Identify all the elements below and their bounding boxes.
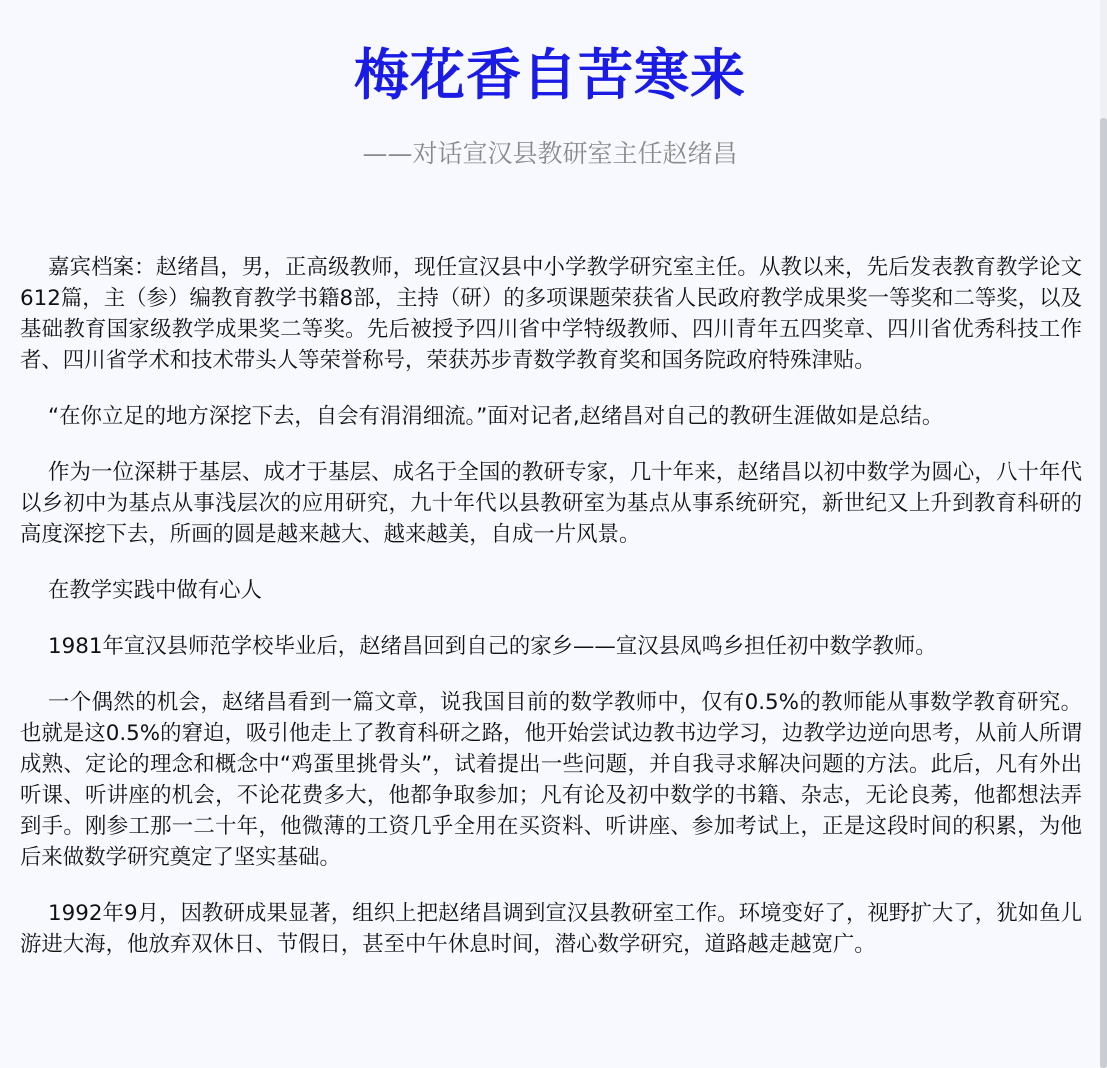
section-heading: 在教学实践中做有心人: [48, 578, 262, 603]
vertical-scrollbar[interactable]: [1100, 0, 1107, 1068]
paragraph-quote: “在你立足的地方深挖下去，自会有涓涓细流。”面对记者,赵绪昌对自己的教研生涯做如是总结。: [48, 404, 944, 429]
article-body: [20, 252, 1082, 985]
paragraph-1992: 1992年9月，因教研成果显著，组织上把赵绪昌调到宣汉县教研室工作。环境变好了，视野扩大了，犹如鱼儿游进大海，他放弃双休日、节假日，甚至中午休息时间，潜心数学研究，道路越走越宽广。: [20, 901, 1082, 957]
paragraph-research-start: 一个偶然的机会，赵绪昌看到一篇文章，说我国目前的数学教师中，仅有0.5%的教师能从事数学教育研究。也就是这0.5%的窘迫，吸引他走上了教育科研之路，他开始尝试边教书边学习，边教学边逆向思考，从前人所谓成熟、定论的理念和概念中“鸡蛋里挑骨头”，试着提出一些问题，并自我寻求解决问题的方法。此后，凡有外出听课、听讲座的机会，不论花费多大，他都争取参加；凡有论及初中数学的书籍、杂志，无论良莠，他都想法弄到手。刚参工那一二十年，他微薄的工资几乎全用在买资料、听讲座、参加考试上，正是这段时间的积累，为他后来做数学研究奠定了坚实基础。: [20, 690, 1082, 870]
paragraph-early-career: 1981年宣汉县师范学校毕业后，赵绪昌回到自己的家乡——宣汉县凤鸣乡担任初中数学教师。: [48, 634, 937, 659]
scrollbar-thumb[interactable]: [1100, 118, 1107, 1068]
article-subtitle: ——对话宣汉县教研室主任赵绪昌: [362, 139, 738, 168]
article-title: 梅花香自苦寒来: [353, 43, 746, 107]
paragraph-guest-profile: 嘉宾档案：赵绪昌，男，正高级教师，现任宣汉县中小学教学研究室主任。从教以来，先后发表教育教学论文612篇，主（参）编教育教学书籍8部，主持（研）的多项课题荣获省人民政府教学成果奖一等奖和二等奖，以及基础教育国家级教学成果奖二等奖。先后被授予四川省中学特级教师、四川青年五四奖章、四川省优秀科技工作者、四川省学术和技术带头人等荣誉称号，荣获苏步青数学教育奖和国务院政府特殊津贴。: [20, 255, 1082, 373]
paragraph-overview: 作为一位深耕于基层、成才于基层、成名于全国的教研专家，几十年来，赵绪昌以初中数学为圆心，八十年代以乡初中为基点从事浅层次的应用研究，九十年代以县教研室为基点从事系统研究，新世纪又上升到教育科研的高度深挖下去，所画的圆是越来越大、越来越美，自成一片风景。: [20, 460, 1082, 547]
